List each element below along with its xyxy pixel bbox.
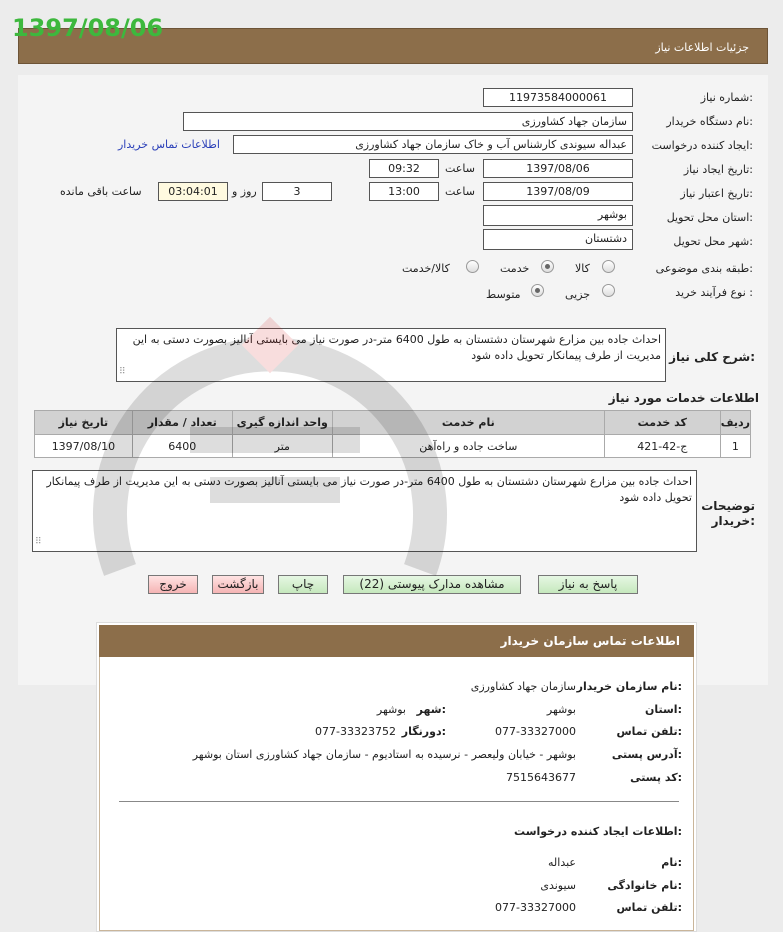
cell-quantity: 6400 bbox=[132, 435, 232, 458]
col-header-service-code: کد خدمت bbox=[604, 411, 720, 435]
creator-section-title: اطلاعات ایجاد کننده درخواست: bbox=[514, 825, 682, 838]
days-field[interactable]: 3 bbox=[262, 182, 332, 201]
print-button[interactable]: چاپ bbox=[278, 575, 328, 594]
category-both-label: کالا/خدمت bbox=[402, 262, 450, 275]
category-service-label: خدمت bbox=[500, 262, 530, 275]
contact-fax-label: دورنگار: bbox=[401, 725, 446, 738]
creator-family-label: نام خانوادگی: bbox=[607, 879, 682, 892]
contact-org-value: سازمان جهاد کشاورزی bbox=[470, 680, 576, 693]
buyer-contact-card bbox=[96, 622, 697, 932]
contact-phone-label: تلفن تماس: bbox=[616, 725, 682, 738]
resize-grip-icon[interactable]: ⠿ bbox=[35, 537, 42, 547]
created-time-label: ساعت bbox=[445, 162, 475, 175]
cell-service-code: ج-42-421 bbox=[604, 435, 720, 458]
province-field[interactable]: بوشهر bbox=[483, 205, 633, 226]
category-label: طبقه بندی موضوعی: bbox=[655, 262, 753, 275]
contact-address-label: آدرس پستی: bbox=[611, 748, 682, 761]
contact-address-value: بوشهر - خیابان ولیعصر - نرسیده به استادیوم - سازمان جهاد کشاورزی استان بوشهر bbox=[192, 748, 576, 761]
buyer-notes-textarea[interactable] bbox=[32, 470, 697, 552]
days-label: روز و bbox=[232, 185, 257, 198]
buyer-org-field[interactable]: سازمان جهاد کشاورزی bbox=[183, 112, 633, 131]
purchase-medium-radio[interactable] bbox=[531, 284, 544, 297]
purchase-medium-label: متوسط bbox=[486, 288, 521, 301]
city-field[interactable]: دشتستان bbox=[483, 229, 633, 250]
table-row bbox=[35, 435, 751, 458]
col-header-quantity: تعداد / مقدار bbox=[132, 411, 232, 435]
purchase-type-label: نوع فرآیند خرید : bbox=[675, 286, 753, 299]
reply-button[interactable]: پاسخ به نیاز bbox=[538, 575, 638, 594]
buyer-notes-label: توضیحات bbox=[701, 499, 755, 513]
contact-divider bbox=[119, 801, 679, 802]
valid-time-label: ساعت bbox=[445, 185, 475, 198]
category-goods-radio[interactable] bbox=[602, 260, 615, 273]
need-number-label: شماره نیاز: bbox=[700, 91, 753, 104]
buyer-org-label: نام دستگاه خریدار: bbox=[666, 115, 753, 128]
buyer-contact-link[interactable]: اطلاعات تماس خریدار bbox=[118, 138, 220, 151]
purchase-minor-label: جزیی bbox=[565, 288, 591, 301]
category-service-radio[interactable] bbox=[541, 260, 554, 273]
col-header-row-number: ردیف bbox=[720, 411, 750, 435]
valid-date-label: تاریخ اعتبار نیاز: bbox=[680, 187, 753, 200]
services-table bbox=[34, 410, 751, 458]
date-stamp: 1397/08/06 bbox=[12, 14, 164, 42]
requester-label: ایجاد کننده درخواست: bbox=[651, 139, 753, 152]
exit-button[interactable]: خروج bbox=[148, 575, 198, 594]
table-header-row bbox=[35, 411, 751, 435]
created-date-label: تاریخ ایجاد نیاز: bbox=[683, 163, 753, 176]
back-button[interactable]: بازگشت bbox=[212, 575, 264, 594]
cell-row-number: 1 bbox=[720, 435, 750, 458]
contact-postal-value: 7515643677 bbox=[506, 771, 576, 784]
buyer-notes-label-2: خریدار: bbox=[711, 514, 755, 528]
summary-label: شرح کلی نیاز: bbox=[669, 350, 755, 364]
province-label: استان محل تحویل: bbox=[666, 211, 753, 224]
col-header-service-name: نام خدمت bbox=[332, 411, 604, 435]
created-time-field[interactable]: 09:32 bbox=[369, 159, 439, 178]
contact-phone-value: 077-33327000 bbox=[495, 725, 576, 738]
page-title: جزئیات اطلاعات نیاز bbox=[655, 41, 749, 54]
buyer-notes-text: احداث جاده بین مزارع شهرستان دشتستان به طول 6400 متر-در صورت نیاز می بایستی آنالیز بصورت دستی به این مدیریت از طرف پیمانکار تحویل داده شود bbox=[46, 475, 692, 504]
contact-card-header bbox=[99, 625, 694, 657]
cell-unit: متر bbox=[232, 435, 332, 458]
creator-name-label: نام: bbox=[661, 856, 682, 869]
valid-date-field[interactable]: 1397/08/09 bbox=[483, 182, 633, 201]
contact-province-value: بوشهر bbox=[546, 703, 576, 716]
requester-field[interactable]: عبداله سیوندی کارشناس آب و خاک سازمان جهاد کشاورزی bbox=[233, 135, 633, 154]
creator-phone-label: تلفن تماس: bbox=[616, 901, 682, 914]
creator-name-value: عبداله bbox=[548, 856, 576, 869]
resize-grip-icon[interactable]: ⠿ bbox=[119, 367, 126, 377]
valid-time-field[interactable]: 13:00 bbox=[369, 182, 439, 201]
category-both-radio[interactable] bbox=[466, 260, 479, 273]
col-header-unit: واحد اندازه گیری bbox=[232, 411, 332, 435]
col-header-need-date: تاریخ نیاز bbox=[35, 411, 133, 435]
summary-textarea[interactable] bbox=[116, 328, 666, 382]
contact-card-frame bbox=[99, 657, 694, 931]
contact-fax-value: 077-33323752 bbox=[315, 725, 396, 738]
creator-family-value: سیوندی bbox=[540, 879, 576, 892]
view-attachments-button[interactable]: مشاهده مدارک پیوستی (22) bbox=[343, 575, 521, 594]
summary-text: احداث جاده بین مزارع شهرستان دشتستان به طول 6400 متر-در صورت نیاز می بایستی آنالیز بصورت دستی به این مدیریت از طرف پیمانکار تحویل داده شود bbox=[132, 333, 661, 362]
city-label: شهر محل تحویل: bbox=[673, 235, 753, 248]
remaining-label: ساعت باقی مانده bbox=[60, 185, 142, 198]
cell-need-date: 1397/08/10 bbox=[35, 435, 133, 458]
contact-city-label: شهر: bbox=[416, 703, 446, 716]
contact-card-title: اطلاعات تماس سازمان خریدار bbox=[500, 634, 680, 648]
need-number-field[interactable]: 11973584000061 bbox=[483, 88, 633, 107]
services-title: اطلاعات خدمات مورد نیاز bbox=[608, 391, 759, 405]
category-goods-label: کالا bbox=[575, 262, 590, 275]
contact-org-label: نام سازمان خریدار: bbox=[576, 680, 682, 693]
purchase-minor-radio[interactable] bbox=[602, 284, 615, 297]
cell-service-name: ساخت جاده و راه‌آهن bbox=[332, 435, 604, 458]
contact-city-value: بوشهر bbox=[376, 703, 406, 716]
remaining-time-field[interactable]: 03:04:01 bbox=[158, 182, 228, 201]
contact-postal-label: کد پستی: bbox=[630, 771, 682, 784]
contact-province-label: استان: bbox=[644, 703, 682, 716]
created-date-field[interactable]: 1397/08/06 bbox=[483, 159, 633, 178]
creator-phone-value: 077-33327000 bbox=[495, 901, 576, 914]
